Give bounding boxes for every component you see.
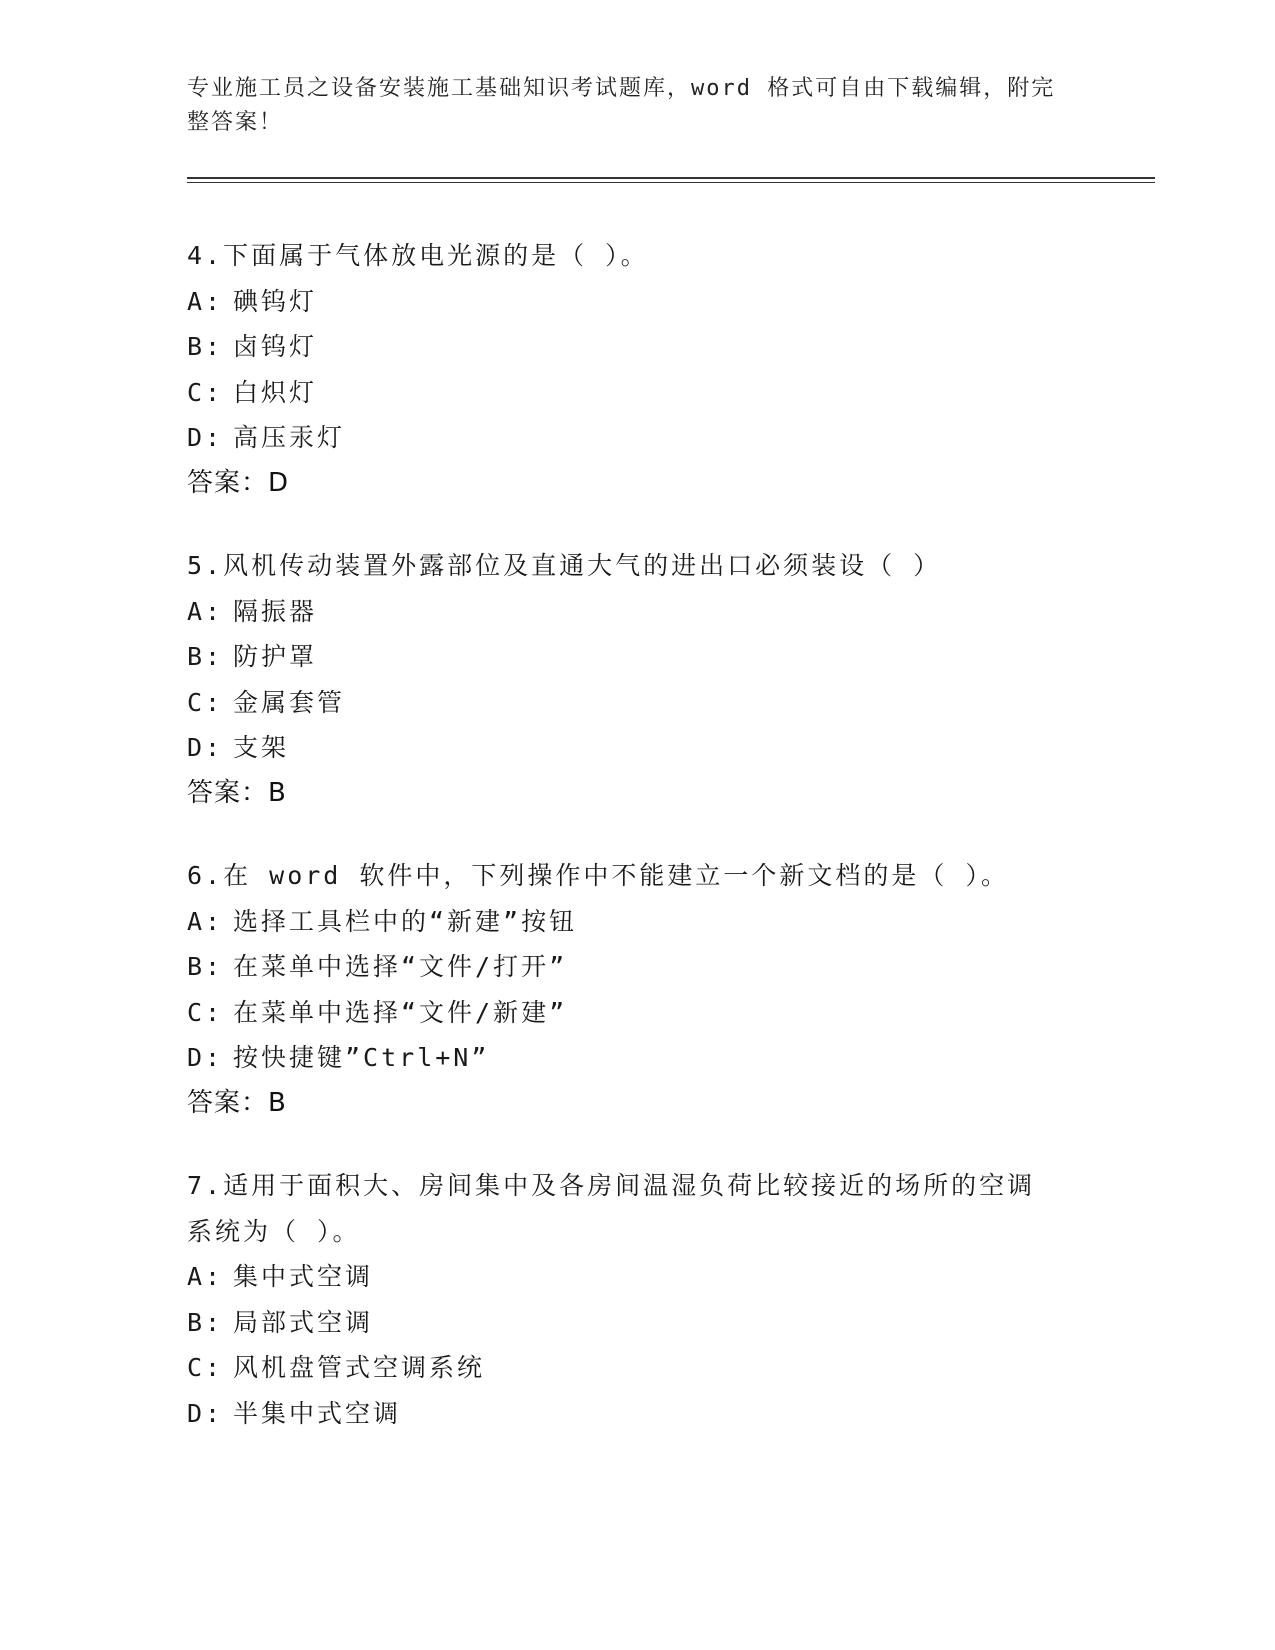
option-d	[187, 415, 1087, 461]
option-key: C:	[187, 687, 224, 717]
option-key: B:	[187, 642, 224, 671]
option-d	[187, 725, 1087, 771]
option-key: A:	[187, 906, 224, 936]
option-text: 集中式空调	[233, 1262, 374, 1291]
option-a	[187, 589, 1087, 635]
option-c	[187, 680, 1087, 726]
option-text: 选择工具栏中的“新建”按钮	[233, 906, 578, 936]
option-text: 高压汞灯	[233, 423, 346, 452]
option-a	[187, 1254, 1087, 1300]
question-stem: 7.适用于面积大、房间集中及各房间温湿负荷比较接近的场所的空调系统为（ ）。	[187, 1171, 1036, 1246]
option-text: 局部式空调	[233, 1307, 374, 1337]
option-key: D:	[187, 1043, 224, 1072]
option-key: D:	[187, 423, 224, 452]
option-b	[187, 634, 1087, 680]
header-divider-thick	[187, 177, 1155, 179]
option-key: C:	[187, 1353, 224, 1382]
answer-line: 答案：B	[187, 1087, 287, 1118]
question-item	[187, 543, 1087, 816]
option-text: 金属套管	[233, 687, 346, 717]
option-c	[187, 990, 1087, 1036]
option-key: C:	[187, 377, 224, 407]
option-key: D:	[187, 733, 224, 762]
option-text: 按快捷键”Ctrl+N”	[233, 1043, 490, 1072]
option-text: 支架	[233, 733, 290, 762]
option-c	[187, 370, 1087, 416]
question-stem: 6.在 word 软件中，下列操作中不能建立一个新文档的是（ ）。	[187, 861, 1009, 890]
question-stem: 4.下面属于气体放电光源的是（ ）。	[187, 241, 649, 270]
option-a	[187, 279, 1087, 325]
option-key: B:	[187, 952, 224, 981]
question-item	[187, 1163, 1087, 1436]
option-key: A:	[187, 1262, 224, 1291]
answer-line: 答案：B	[187, 777, 287, 808]
option-key: D:	[187, 1398, 224, 1428]
answer-line: 答案：D	[187, 467, 290, 498]
option-text: 防护罩	[233, 642, 318, 671]
option-d	[187, 1035, 1087, 1081]
option-text: 卤钨灯	[233, 332, 318, 361]
option-b	[187, 1300, 1087, 1346]
option-a	[187, 899, 1087, 945]
option-text: 在菜单中选择“文件/新建”	[233, 997, 568, 1027]
option-text: 风机盘管式空调系统	[233, 1353, 486, 1382]
option-key: A:	[187, 596, 224, 626]
option-text: 碘钨灯	[233, 286, 318, 316]
option-b	[187, 324, 1087, 370]
header-divider-thin	[187, 182, 1155, 183]
question-list	[187, 233, 1087, 1473]
option-text: 隔振器	[233, 596, 318, 626]
question-item	[187, 233, 1087, 506]
option-text: 白炽灯	[233, 377, 318, 407]
document-header: 专业施工员之设备安装施工基础知识考试题库，word 格式可自由下载编辑，附完整答案！	[187, 76, 1056, 135]
option-key: B:	[187, 332, 224, 361]
option-key: C:	[187, 997, 224, 1027]
option-key: B:	[187, 1307, 224, 1337]
option-d	[187, 1391, 1087, 1437]
option-c	[187, 1345, 1087, 1391]
question-item	[187, 853, 1087, 1126]
question-stem: 5.风机传动装置外露部位及直通大气的进出口必须装设（ ）	[187, 551, 942, 580]
option-key: A:	[187, 286, 224, 316]
option-text: 半集中式空调	[233, 1398, 402, 1428]
option-b	[187, 944, 1087, 990]
option-text: 在菜单中选择“文件/打开”	[233, 952, 568, 981]
